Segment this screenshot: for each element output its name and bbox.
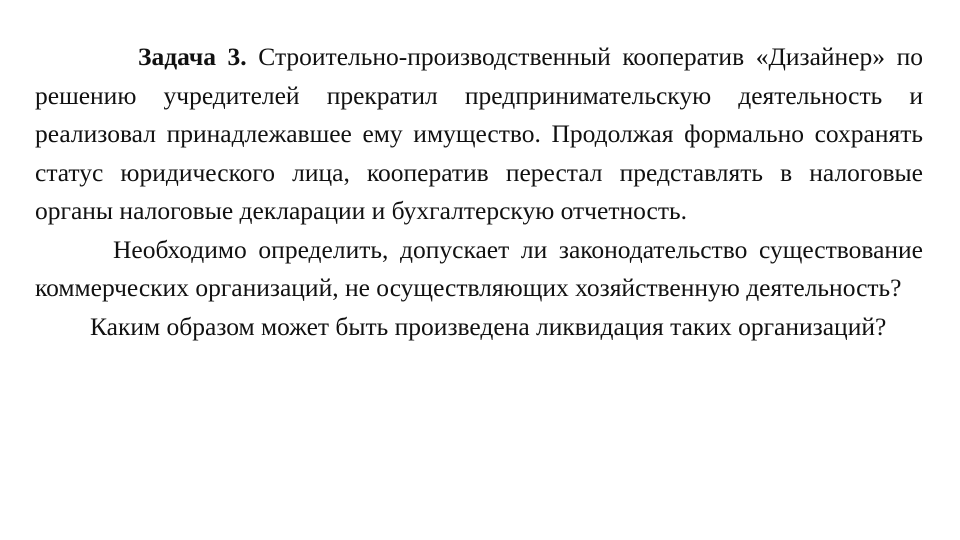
task-statement: Строительно-производственный кооператив «Дизайнер» по решению учредителей прекратил предпринимательскую деятельность и реализовал принадлежавшее ему имущество. Продолжая формально сохранять статус юридического лица, кооператив перестал представлять в налоговые органы налоговые декларации и бухгалтерскую отчетность. — [35, 42, 923, 225]
task-text — [35, 38, 923, 346]
task-label: Задача 3. — [138, 42, 247, 71]
question-2: Каким образом может быть произведена ликвидация таких организаций? — [90, 311, 887, 341]
task-paragraph — [35, 38, 923, 231]
question-1: Необходимо определить, допускает ли законодательство существование коммерческих организаций, не осуществляющих хозяйственную деятельность? — [35, 234, 923, 302]
